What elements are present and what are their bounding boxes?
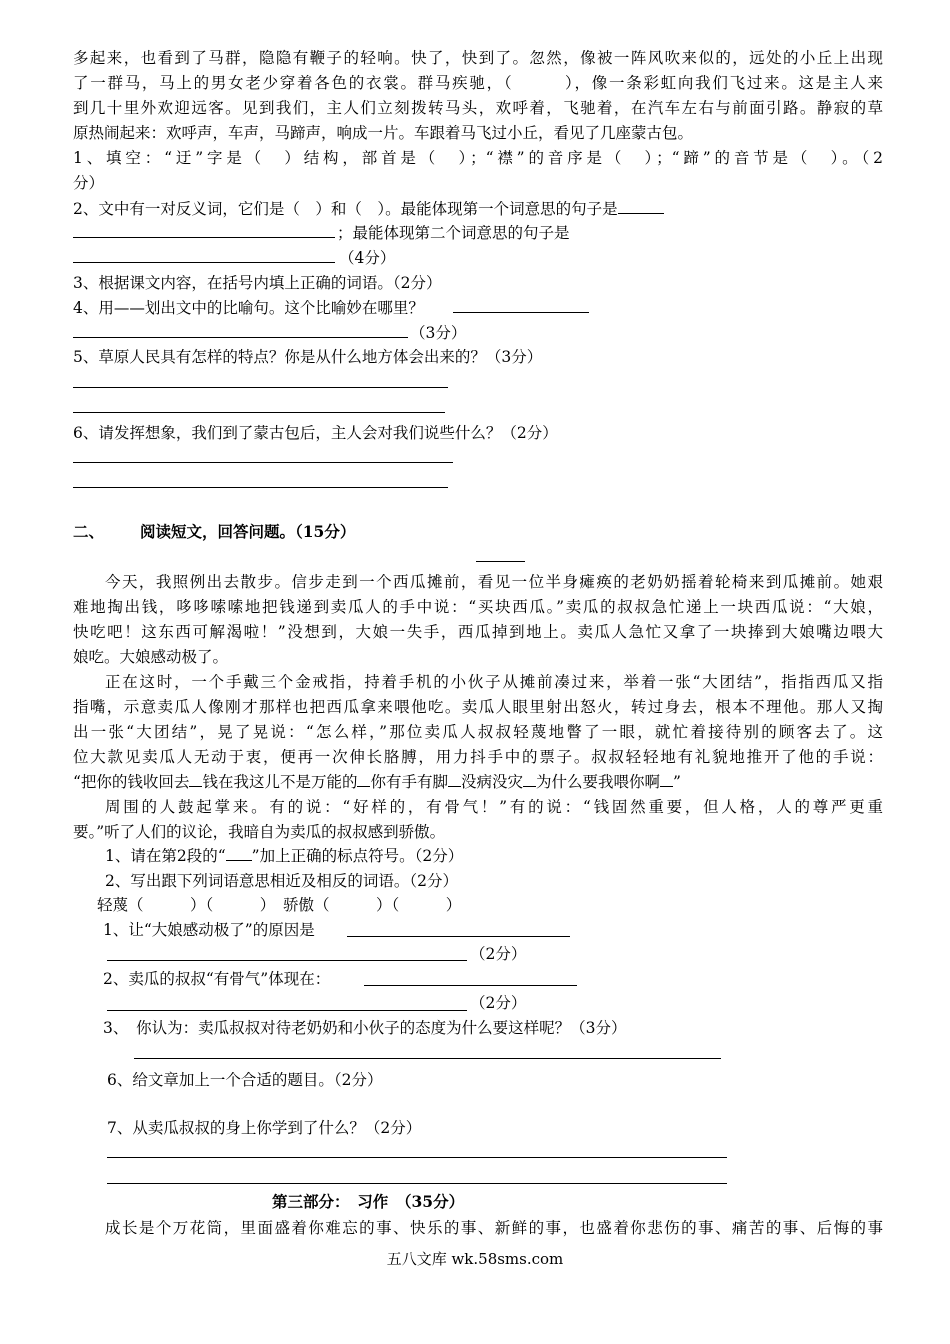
question-2-cont: ；最能体现第二个词意思的句子是 (337, 224, 570, 242)
answer-line[interactable] (107, 1010, 467, 1011)
paragraph-line: 位大款见卖瓜人无动于衷，便再一次伸长胳膊，用力抖手中的票子。叔叔轻轻地有礼貌地推开了他的手说： (73, 748, 883, 766)
paragraph-line: 娘吃。大娘感动极了。 (73, 648, 229, 666)
question-4-score: （3分） (410, 324, 467, 342)
passage-line: 了一群马，马上的男女老少穿着各色的衣裳。群马疾驰，（ ），像一条彩虹向我们飞过来。这是主人来 (73, 74, 883, 92)
section-3-title: 第三部分： 习作 （35分） (272, 1192, 465, 1211)
question-3: 3、根据课文内容，在括号内填上正确的词语。（2分） (73, 274, 442, 292)
s2-question-4-score: （2分） (470, 994, 527, 1012)
question-2: 2、文中有一对反义词，它们是（ ）和（ ）。最能体现第一个词意思的句子是 (73, 197, 664, 221)
answer-line[interactable] (73, 337, 408, 338)
punctuation-blank[interactable] (448, 772, 461, 787)
punctuation-blank[interactable] (357, 772, 370, 787)
question-2-score: （4分） (339, 249, 396, 267)
answer-line[interactable] (73, 262, 335, 263)
paragraph-line: 难地掏出钱，哆哆嗦嗦地把钱递到卖瓜人的手中说：“买块西瓜。”卖瓜的叔叔急忙递上一块西瓜说：“大娘， (73, 598, 883, 616)
answer-line[interactable] (73, 487, 448, 488)
s2-question-3: 1、让“大娘感动极了”的原因是 (103, 921, 315, 939)
answer-line[interactable] (73, 412, 445, 413)
question-1: 1、填空：“迂”字是（ ）结构，部首是（ ）；“襟”的音序是（ ）；“蹄”的音节是（ ）。（2 (73, 149, 883, 167)
s2-question-5: 3、 你认为：卖瓜叔叔对待老奶奶和小伙子的态度为什么要这样呢？（3分） (103, 1019, 627, 1037)
paragraph-line: 出一张“大团结”，晃了晃说：“怎么样，”那位卖瓜人叔叔轻蔑地瞥了一眼，就忙着接待别的顾客去了。这 (73, 723, 883, 741)
passage-line: 原热闹起来：欢呼声，车声，马蹄声，响成一片。车跟着马飞过小丘，看见了几座蒙古包。 (73, 124, 694, 142)
passage-line: 多起来，也看到了马群，隐隐有鞭子的轻响。快了，快到了。忽然，像被一阵风吹来似的，远处的小丘上出现 (73, 49, 883, 67)
passage-line: 到几十里外欢迎远客。见到我们，主人们立刻拨转马头，欢呼着，飞驰着，在汽车左右与前面引路。静寂的草 (73, 99, 883, 117)
footer-watermark: 五八文库 wk.58sms.com (386, 1250, 564, 1268)
paragraph-line: 正在这时，一个手戴三个金戒指，持着手机的小伙子从摊前凑过来，举着一张“大团结”，指指西瓜又指 (105, 673, 883, 691)
punctuation-blank[interactable] (523, 772, 536, 787)
section-2-number: 二、 (73, 522, 105, 541)
s2-question-7: 7、从卖瓜叔叔的身上你学到了什么？（2分） (107, 1119, 422, 1137)
quote-line: “把你的钱收回去 钱在我这儿不是万能的 你有手有脚 没病没灾 为什么要我喂你啊 ” (73, 773, 681, 791)
answer-line[interactable] (73, 387, 448, 388)
answer-line[interactable] (453, 312, 589, 313)
question-4: 4、用——划出文中的比喻句。这个比喻妙在哪里？ (73, 299, 424, 317)
answer-line[interactable] (107, 960, 467, 961)
answer-line[interactable] (107, 1183, 727, 1184)
answer-blank[interactable] (618, 199, 664, 214)
punctuation-blank[interactable] (226, 846, 252, 861)
question-6: 6、请发挥想象，我们到了蒙古包后，主人会对我们说些什么？（2分） (73, 424, 558, 442)
answer-line[interactable] (73, 237, 335, 238)
paragraph-line: 要。”听了人们的议论，我暗自为卖瓜的叔叔感到骄傲。 (73, 823, 446, 841)
s2-question-3-score: （2分） (470, 945, 527, 963)
paragraph-line: 今天，我照例出去散步。信步走到一个西瓜摊前，看见一位半身瘫痪的老奶奶摇着轮椅来到瓜摊前。她艰 (105, 573, 883, 591)
answer-line[interactable] (347, 936, 570, 937)
answer-line[interactable] (364, 985, 577, 986)
s2-question-6: 6、给文章加上一个合适的题目。（2分） (107, 1071, 383, 1089)
s2-question-2: 2、写出跟下列词语意思相近及相反的词语。（2分） (105, 872, 458, 890)
question-1-cont: 分） (73, 174, 105, 192)
section-2-title: 阅读短文，回答问题。（15分） (140, 522, 356, 541)
question-5: 5、草原人民具有怎样的特点？你是从什么地方体会出来的？（3分） (73, 348, 543, 366)
essay-prompt: 成长是个万花筒，里面盛着你难忘的事、快乐的事、新鲜的事，也盛着你悲伤的事、痛苦的事、后悔的事 (105, 1219, 883, 1237)
answer-line[interactable] (107, 1157, 727, 1158)
s2-question-1: 1、请在第2段的“ ”加上正确的标点符号。（2分） (105, 847, 464, 865)
s2-question-4: 2、卖瓜的叔叔“有骨气”体现在： (103, 970, 331, 988)
title-blank[interactable] (476, 561, 525, 562)
answer-line[interactable] (73, 462, 453, 463)
punctuation-blank[interactable] (660, 772, 673, 787)
paragraph-line: 指嘴，示意卖瓜人像刚才那样也把西瓜拿来喂他吃。卖瓜人眼里射出怒火，转过身去，根本不理他。那人又掏 (73, 698, 883, 716)
paragraph-line: 周围的人鼓起掌来。有的说：“好样的，有骨气！”有的说：“钱固然重要，但人格，人的尊严更重 (105, 798, 883, 816)
answer-line[interactable] (134, 1058, 721, 1059)
paragraph-line: 快吃吧！这东西可解渴啦！”没想到，大娘一失手，西瓜掉到地上。卖瓜人急忙又拿了一块捧到大娘嘴边喂大 (73, 623, 883, 641)
punctuation-blank[interactable] (189, 772, 202, 787)
s2-question-2-words: 轻蔑（ ）（ ） 骄傲（ ）（ ） (97, 896, 462, 914)
